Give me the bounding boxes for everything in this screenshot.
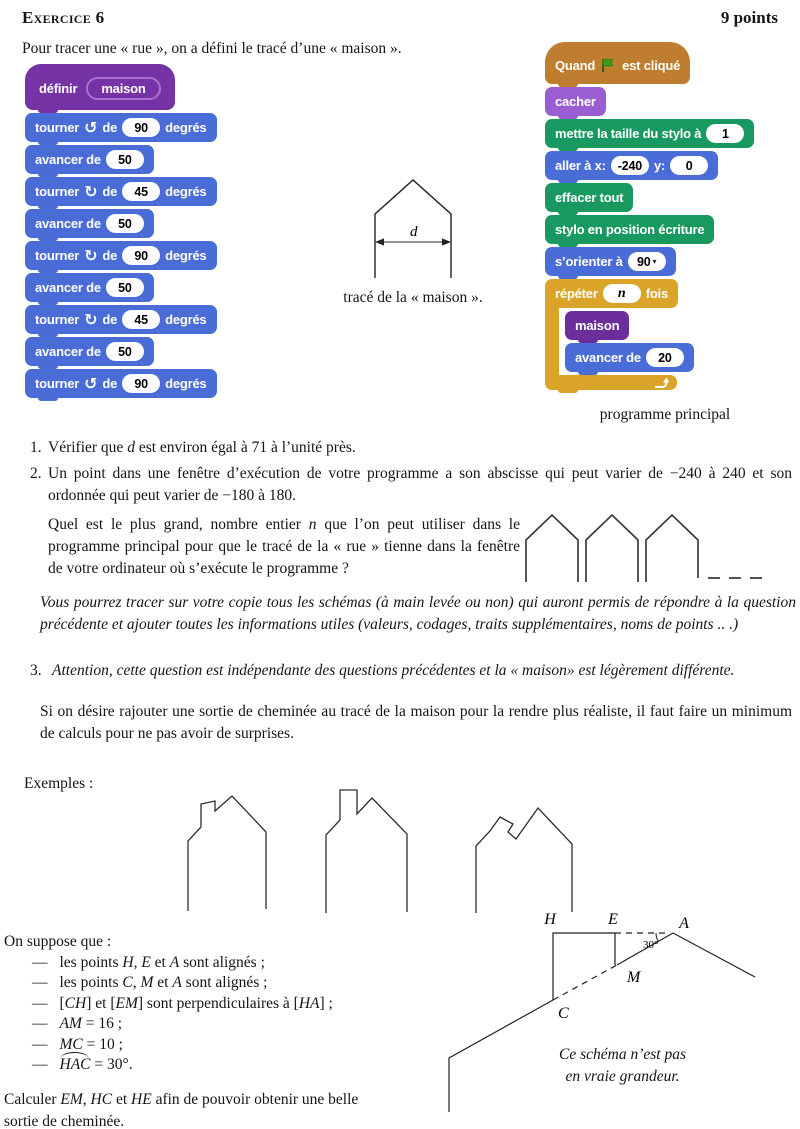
item-text: les points H, E et A sont alignés ; bbox=[59, 953, 265, 971]
assumption-item bbox=[4, 994, 402, 1015]
block-cacher bbox=[545, 87, 606, 116]
loop-arrow-icon bbox=[653, 377, 669, 389]
block-text: avancer de bbox=[35, 280, 101, 295]
block-text: avancer de bbox=[35, 152, 101, 167]
block-text: tourner bbox=[35, 376, 80, 391]
block-text: tourner bbox=[35, 120, 80, 135]
maison-trace-figure bbox=[363, 170, 463, 282]
geometry-figure-caption bbox=[505, 1044, 740, 1088]
points-label: 9 points bbox=[720, 8, 778, 27]
block-maison-call bbox=[565, 311, 629, 340]
block-text: de bbox=[102, 312, 118, 327]
item-text: HAC = 30°. bbox=[60, 1056, 133, 1073]
block-text: effacer tout bbox=[555, 190, 624, 205]
block-text: degrés bbox=[165, 248, 207, 263]
block-text: aller à x: bbox=[555, 158, 606, 173]
block-goto-xy bbox=[545, 151, 718, 180]
block-text: s’orienter à bbox=[555, 254, 623, 269]
value-oval: 20 bbox=[646, 348, 684, 367]
rotate-ccw-icon: ↺ bbox=[84, 373, 98, 393]
caption-line-2: en vraie grandeur. bbox=[565, 1068, 680, 1085]
item-text: les points C, M et A sont alignés ; bbox=[59, 974, 268, 991]
chimney-geometry-figure bbox=[430, 890, 800, 1129]
repeat-block-header bbox=[545, 279, 678, 308]
item-dash: — bbox=[32, 974, 48, 991]
point-M-label: M bbox=[627, 969, 641, 986]
value-oval: 50 bbox=[106, 278, 144, 297]
block-text: degrés bbox=[165, 312, 207, 327]
define-label: définir bbox=[39, 80, 78, 96]
orientation-dropdown bbox=[628, 252, 666, 271]
block-text: Quand bbox=[555, 58, 596, 73]
main-program-script bbox=[545, 42, 754, 390]
block-text: mettre la taille du stylo à bbox=[555, 126, 702, 141]
block-text: de bbox=[102, 376, 118, 391]
value-oval: 90 bbox=[122, 118, 160, 137]
assumptions-block bbox=[4, 932, 402, 1129]
block-text: avancer de bbox=[35, 344, 101, 359]
assumption-item bbox=[4, 953, 402, 974]
block-avancer-50 bbox=[25, 273, 154, 302]
value-oval: 90 bbox=[122, 246, 160, 265]
custom-block-name: maison bbox=[86, 77, 160, 100]
block-tourner-cw-45 bbox=[25, 177, 217, 206]
block-tourner-ccw-90 bbox=[25, 369, 217, 398]
value-oval: 50 bbox=[106, 214, 144, 233]
block-orienter bbox=[545, 247, 676, 276]
block-text: tourner bbox=[35, 248, 80, 263]
n-value-oval: n bbox=[603, 284, 641, 303]
item-dash: — bbox=[32, 1056, 48, 1073]
block-avancer-20 bbox=[565, 343, 694, 372]
examples-label: Exemples : bbox=[24, 775, 94, 792]
chimney-paragraph: Si on désire rajouter une sortie de cheminée au tracé de la maison pour la rendre plus réaliste, il faut faire un minimum de calculs pour ne pas avoir de surprises. bbox=[40, 703, 792, 742]
block-text: y: bbox=[653, 158, 666, 173]
repeat-block-footer bbox=[545, 375, 677, 390]
question-1-text: Vérifier que d est environ égal à 71 à l’unité près. bbox=[48, 439, 356, 456]
block-text: cacher bbox=[555, 94, 596, 109]
assumption-item bbox=[4, 1055, 402, 1076]
angle-30-label: 30° bbox=[643, 939, 659, 951]
conclusion-text: Calculer EM, HC et HE afin de pouvoir obtenir une belle sortie de cheminée. bbox=[4, 1090, 359, 1129]
block-text: de bbox=[102, 120, 118, 135]
block-text: tourner bbox=[35, 184, 80, 199]
dropdown-arrow-icon: ▾ bbox=[652, 257, 657, 266]
point-C-label: C bbox=[558, 1005, 569, 1022]
orientation-value: 90 bbox=[637, 254, 651, 269]
block-avancer-50 bbox=[25, 209, 154, 238]
y-value-oval: 0 bbox=[670, 156, 708, 175]
assumption-item bbox=[4, 1014, 402, 1035]
maison-figure-caption: tracé de la « maison ». bbox=[343, 289, 483, 306]
item-dash: — bbox=[32, 1015, 48, 1032]
value-oval: 50 bbox=[106, 150, 144, 169]
assumption-item bbox=[4, 973, 402, 994]
block-effacer-tout bbox=[545, 183, 633, 212]
question-2-note: Vous pourrez tracer sur votre copie tous les schémas (à main levée ou non) qui auront permis de répondre à la question précédente et ajouter toutes les informations utiles (valeurs, codages, traits supplémentaires, noms de points .. .) bbox=[40, 594, 796, 633]
block-text: répéter bbox=[555, 286, 598, 301]
question-3-text: Attention, cette question est indépendante des questions précédentes et la « maison» est légèrement différente. bbox=[52, 662, 735, 679]
item-text: [CH] et [EM] sont perpendiculaires à [HA] ; bbox=[59, 994, 333, 1012]
define-hat-block bbox=[25, 64, 175, 110]
point-H-label: H bbox=[544, 911, 556, 928]
repeat-block-spine bbox=[545, 308, 559, 375]
repeat-block bbox=[545, 279, 694, 390]
item-dash: — bbox=[32, 953, 48, 971]
x-value-oval: -240 bbox=[611, 156, 649, 175]
block-tourner-ccw-90 bbox=[25, 113, 217, 142]
block-text: degrés bbox=[165, 120, 207, 135]
point-A-label: A bbox=[679, 915, 689, 932]
page-header bbox=[22, 8, 778, 28]
value-oval: 45 bbox=[122, 182, 160, 201]
d-label: d bbox=[410, 224, 418, 240]
repeat-block-body bbox=[545, 308, 694, 375]
green-flag-icon bbox=[600, 58, 617, 73]
item-dash: — bbox=[32, 994, 48, 1012]
item-text: MC = 10 ; bbox=[59, 1035, 123, 1053]
block-avancer-50 bbox=[25, 145, 154, 174]
block-text: est cliqué bbox=[622, 58, 681, 73]
assumptions-intro: On suppose que : bbox=[4, 933, 112, 950]
point-E-label: E bbox=[608, 911, 618, 928]
question-3-number: 3. bbox=[30, 662, 42, 679]
rotate-ccw-icon: ↺ bbox=[84, 117, 98, 137]
block-text: de bbox=[102, 184, 118, 199]
block-stylo-ecriture bbox=[545, 215, 714, 244]
question-2-number: 2. bbox=[30, 465, 42, 482]
item-text: AM = 16 ; bbox=[59, 1015, 123, 1032]
rotate-cw-icon: ↻ bbox=[84, 309, 98, 329]
intro-paragraph: Pour tracer une « rue », on a défini le tracé d’une « maison ». bbox=[22, 40, 402, 57]
block-tourner-cw-90 bbox=[25, 241, 217, 270]
block-avancer-50 bbox=[25, 337, 154, 366]
block-text: maison bbox=[575, 318, 620, 333]
block-text: degrés bbox=[165, 376, 207, 391]
item-dash: — bbox=[32, 1035, 48, 1053]
question-2-intro: Un point dans une fenêtre d’exécution de votre programme a son abscisse qui peut varier de −240 à 240 et son ordonnée qui peut varier de −180 à 180. bbox=[48, 465, 792, 504]
main-program-caption: programme principal bbox=[599, 406, 731, 423]
block-tourner-cw-45 bbox=[25, 305, 217, 334]
when-flag-clicked-hat-block bbox=[545, 42, 690, 84]
assumption-item bbox=[4, 1035, 402, 1056]
block-text: tourner bbox=[35, 312, 80, 327]
value-oval: 90 bbox=[122, 374, 160, 393]
block-text: stylo en position écriture bbox=[555, 222, 705, 237]
block-pen-size bbox=[545, 119, 754, 148]
value-oval: 50 bbox=[106, 342, 144, 361]
block-text: avancer de bbox=[35, 216, 101, 231]
block-text: de bbox=[102, 248, 118, 263]
rue-sketch-figure bbox=[512, 508, 772, 586]
exercise-title: Exercice 6 bbox=[22, 8, 105, 27]
question-2-question: Quel est le plus grand, nombre entier n que l’on peut utiliser dans le programme principal pour que le tracé de la « rue » tienne dans la fenêtre de votre ordinateur où s’exécute le programme ? bbox=[48, 516, 520, 577]
value-oval: 1 bbox=[706, 124, 744, 143]
block-text: avancer de bbox=[575, 350, 641, 365]
block-text: degrés bbox=[165, 184, 207, 199]
value-oval: 45 bbox=[122, 310, 160, 329]
caption-line-1: Ce schéma n’est pas bbox=[559, 1046, 686, 1063]
block-text: fois bbox=[645, 286, 668, 301]
maison-definition-script bbox=[25, 64, 217, 398]
question-1-number: 1. bbox=[30, 439, 42, 456]
rotate-cw-icon: ↻ bbox=[84, 181, 98, 201]
rotate-cw-icon: ↻ bbox=[84, 245, 98, 265]
